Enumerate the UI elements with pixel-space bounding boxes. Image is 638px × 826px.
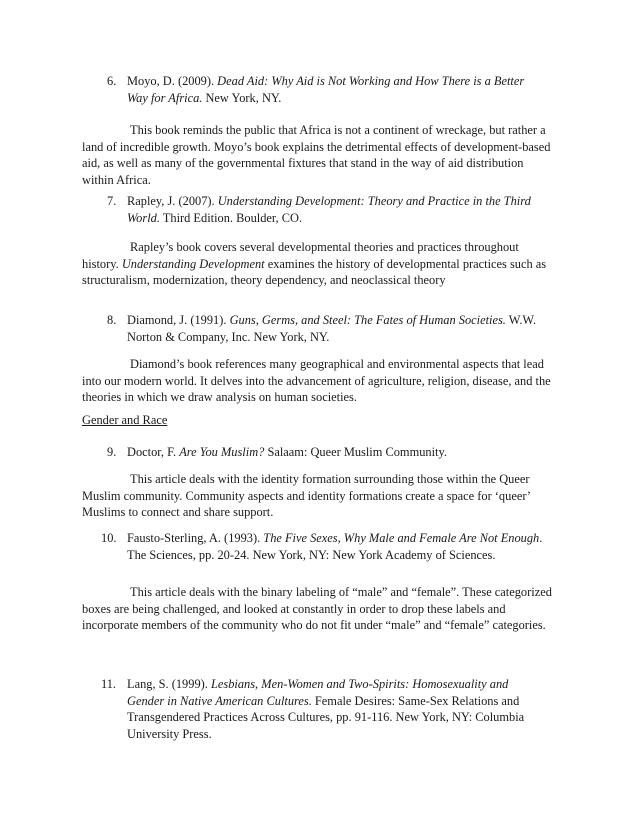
entry-number: 8.	[107, 313, 117, 327]
reference-entry-9	[107, 444, 547, 461]
reference-entry-10	[101, 530, 547, 563]
reference-entry-11	[101, 676, 547, 742]
citation-title: Guns, Germs, and Steel: The Fates of Human Societies.	[229, 313, 506, 327]
summary-paragraph-9: This article deals with the identity formation surrounding those within the Queer Muslim community. Community aspects and identity formations create a space for ‘queer’ Muslims to connect and share support.	[82, 472, 531, 519]
summary-paragraph-10: This article deals with the binary labeling of “male” and “female”. These categorized boxes are being challenged, and looked at constantly in order to drop these labels and incorporate members of the community who do not fit under “male” and “female” categories.	[82, 585, 552, 632]
citation: Doctor, F. Are You Muslim? Salaam: Queer Muslim Community.	[127, 445, 447, 459]
citation-title: Are You Muslim?	[179, 445, 265, 459]
summary-title: Understanding Development	[121, 256, 265, 271]
entry-number: 7.	[107, 194, 117, 208]
summary-paragraph-7: Rapley’s book covers several developmental theories and practices throughout history. Understanding Development examines the history of developmental practices such as structuralism, modernization, theory dependency, and neoclassical theory	[82, 240, 547, 287]
reference-entry-8	[107, 312, 547, 345]
entry-number: 6.	[107, 74, 117, 88]
citation-title: Dead Aid: Why Aid is Not Working and How There is a Better Way for Africa.	[127, 74, 525, 105]
citation: Lang, S. (1999). Lesbians, Men-Women and Two-Spirits: Homosexuality and Gender in Native American Cultures. Female Desires: Same-Sex Relations and Transgendered Practices Across Cultures, pp. 91-116. New York, NY: Columbia University Press.	[127, 677, 525, 741]
citation: Diamond, J. (1991). Guns, Germs, and Steel: The Fates of Human Societies. W.W. Norton & Company, Inc. New York, NY.	[127, 313, 537, 344]
section-heading: Gender and Race	[82, 413, 168, 427]
summary-paragraph-6: This book reminds the public that Africa is not a continent of wreckage, but rather a land of incredible growth. Moyo’s book explains the detrimental effects of development-based aid, as well as many of the governmental fixtures that stand in the way of aid distribution within Africa.	[82, 123, 551, 187]
entry-number: 10.	[101, 531, 117, 545]
citation-title: Lesbians, Men-Women and Two-Spirits: Homosexuality and Gender in Native American Cultures.	[127, 677, 509, 708]
summary-paragraph-8: Diamond’s book references many geographical and environmental aspects that lead into our modern world. It delves into the advancement of agriculture, religion, disease, and the theories in which we draw analysis on human societies.	[82, 357, 551, 404]
citation-title: Understanding Development: Theory and Practice in the Third World.	[127, 194, 531, 225]
reference-entry-6	[107, 73, 547, 106]
reference-entry-7	[107, 193, 547, 226]
citation: Moyo, D. (2009). Dead Aid: Why Aid is Not Working and How There is a Better Way for Africa. New York, NY.	[127, 74, 525, 105]
citation: Rapley, J. (2007). Understanding Development: Theory and Practice in the Third World. Third Edition. Boulder, CO.	[127, 194, 531, 225]
citation-title: The Five Sexes, Why Male and Female Are Not Enough	[263, 531, 540, 545]
entry-number: 11.	[101, 677, 117, 691]
citation: Fausto-Sterling, A. (1993). The Five Sexes, Why Male and Female Are Not Enough. The Sciences, pp. 20-24. New York, NY: New York Academy of Sciences.	[127, 531, 543, 562]
entry-number: 9.	[107, 445, 117, 459]
